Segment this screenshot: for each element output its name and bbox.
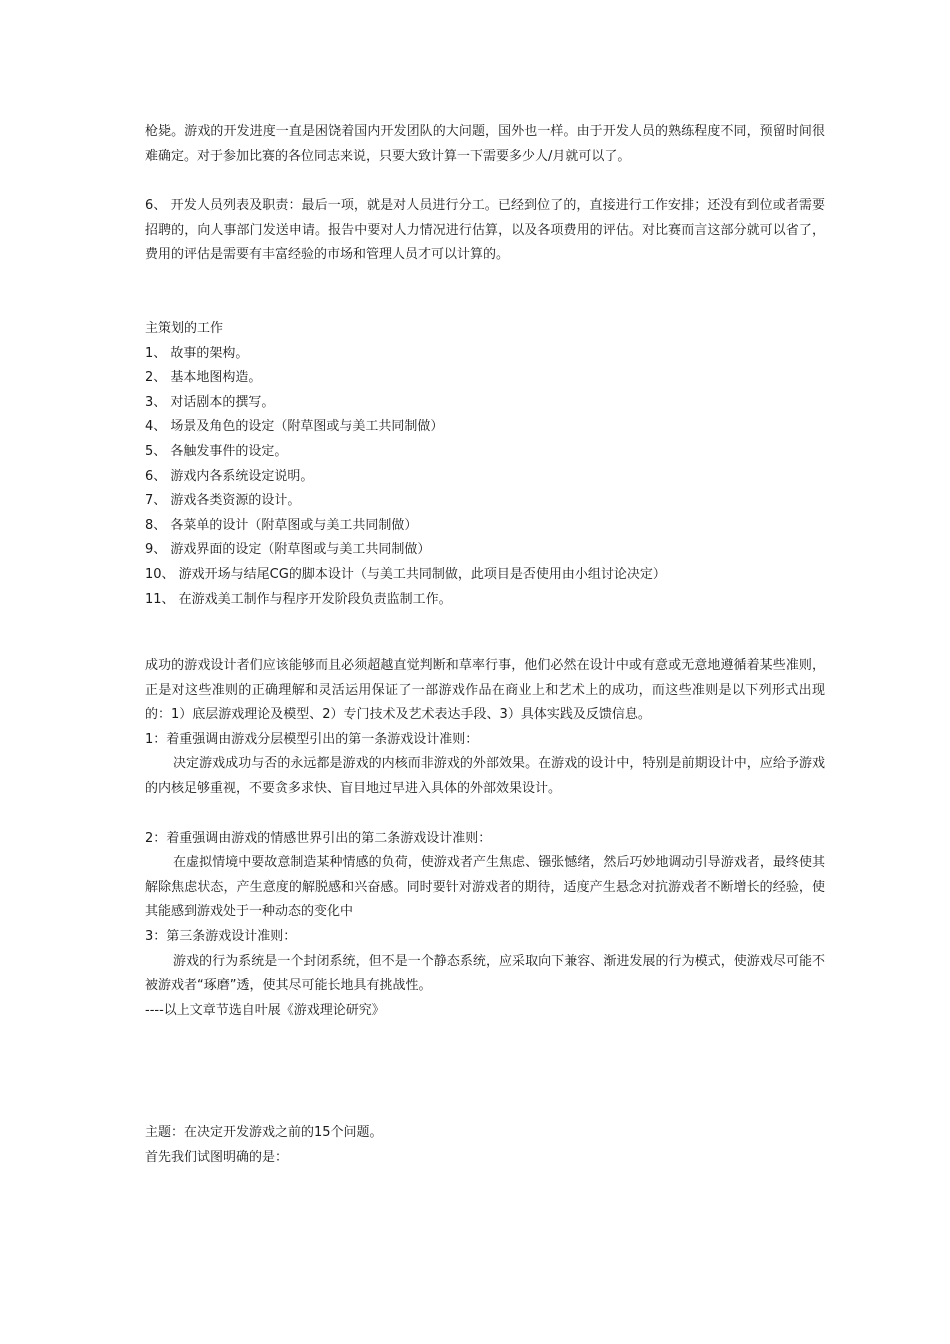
rule-2-body: 在虚拟情境中要故意制造某种情感的负荷，使游戏者产生焦虑、镪张憾绪，然后巧妙地调动引导游戏者，最终使其解除焦虑状态，产生意度的解脱感和兴奋感。同时要针对游戏者的期待，适度产生悬念对抗游戏者不断增长的经验，使其能感到游戏处于一种动态的变化中 xyxy=(145,855,825,920)
intro-paragraph-1: 枪毙。游戏的开发进度一直是困饶着国内开发团队的大问题，国外也一样。由于开发人员的熟练程度不同，预留时间很难确定。对于参加比赛的各位同志来说，只要大致计算一下需要多少人/月就可以了。 xyxy=(145,124,825,164)
list-item: 1、 故事的架构。 xyxy=(145,345,249,361)
rule-2-title: 2：着重强调由游戏的情感世界引出的第二条游戏设计准则： xyxy=(145,830,492,846)
list-item: 11、 在游戏美工制作与程序开发阶段负责监制工作。 xyxy=(145,591,452,607)
list-item: 7、 游戏各类资源的设计。 xyxy=(145,493,301,509)
list-item: 8、 各菜单的设计（附草图或与美工共同制做） xyxy=(145,517,418,533)
planner-heading: 主策划的工作 xyxy=(145,320,224,336)
list-item: 9、 游戏界面的设定（附草图或与美工共同制做） xyxy=(145,542,431,558)
rule-1-body: 决定游戏成功与否的永远都是游戏的内核而非游戏的外部效果。在游戏的设计中，特别是前期设计中，应给予游戏的内核足够重视，不要贪多求快、盲目地过早进入具体的外部效果设计。 xyxy=(145,756,825,797)
list-item: 5、 各触发事件的设定。 xyxy=(145,443,288,459)
spacer xyxy=(145,612,825,654)
document-page xyxy=(145,120,825,1171)
intro-paragraph-2: 6、 开发人员列表及职责：最后一项，就是对人员进行分工。已经到位了的，直接进行工作安排；还没有到位或者需要招聘的，向人事部门发送申请。报告中要对人力情况进行估算，以及各项费用的评估。对比赛而言这部分就可以省了，费用的评估是需要有丰富经验的市场和管理人员才可以计算的。 xyxy=(145,198,825,263)
topic-intro-line: 首先我们试图明确的是： xyxy=(145,1150,289,1165)
list-item: 3、 对话剧本的撰写。 xyxy=(145,394,275,410)
list-item: 2、 基本地图构造。 xyxy=(145,370,262,386)
spacer xyxy=(145,169,825,194)
topic-line: 主题：在决定开发游戏之前的15个问题。 xyxy=(145,1125,383,1141)
rule-1-title: 1：着重强调由游戏分层模型引出的第一条游戏设计准则： xyxy=(145,731,479,747)
spacer xyxy=(145,268,825,317)
planner-task-list xyxy=(145,342,825,613)
list-item: 6、 游戏内各系统设定说明。 xyxy=(145,468,314,484)
list-item: 4、 场景及角色的设定（附草图或与美工共同制做） xyxy=(145,419,444,435)
rule-3-title: 3：第三条游戏设计准则： xyxy=(145,929,297,945)
list-item: 10、 游戏开场与结尾CG的脚本设计（与美工共同制做，此项目是否使用由小组讨论决定） xyxy=(145,566,666,582)
spacer xyxy=(145,1023,825,1121)
principles-intro: 成功的游戏设计者们应该能够而且必须超越直觉判断和草率行事，他们必然在设计中或有意或无意地遵循着某些准则，正是对这些准则的正确理解和灵活运用保证了一部游戏作品在商业上和艺术上的成功，而这些准则是以下列形式出现的：1）底层游戏理论及模型、2）专门技术及艺术表达手段、3）具体实践及反馈信息。 xyxy=(145,658,825,723)
source-citation: ----以上文章节选自叶展《游戏理论研究》 xyxy=(145,1002,385,1018)
rule-3-body: 游戏的行为系统是一个封闭系统，但不是一个静态系统，应采取向下兼容、渐进发展的行为模式，使游戏尽可能不被游戏者“琢磨”透，使其尽可能长地具有挑战性。 xyxy=(145,953,825,994)
spacer xyxy=(145,802,825,827)
